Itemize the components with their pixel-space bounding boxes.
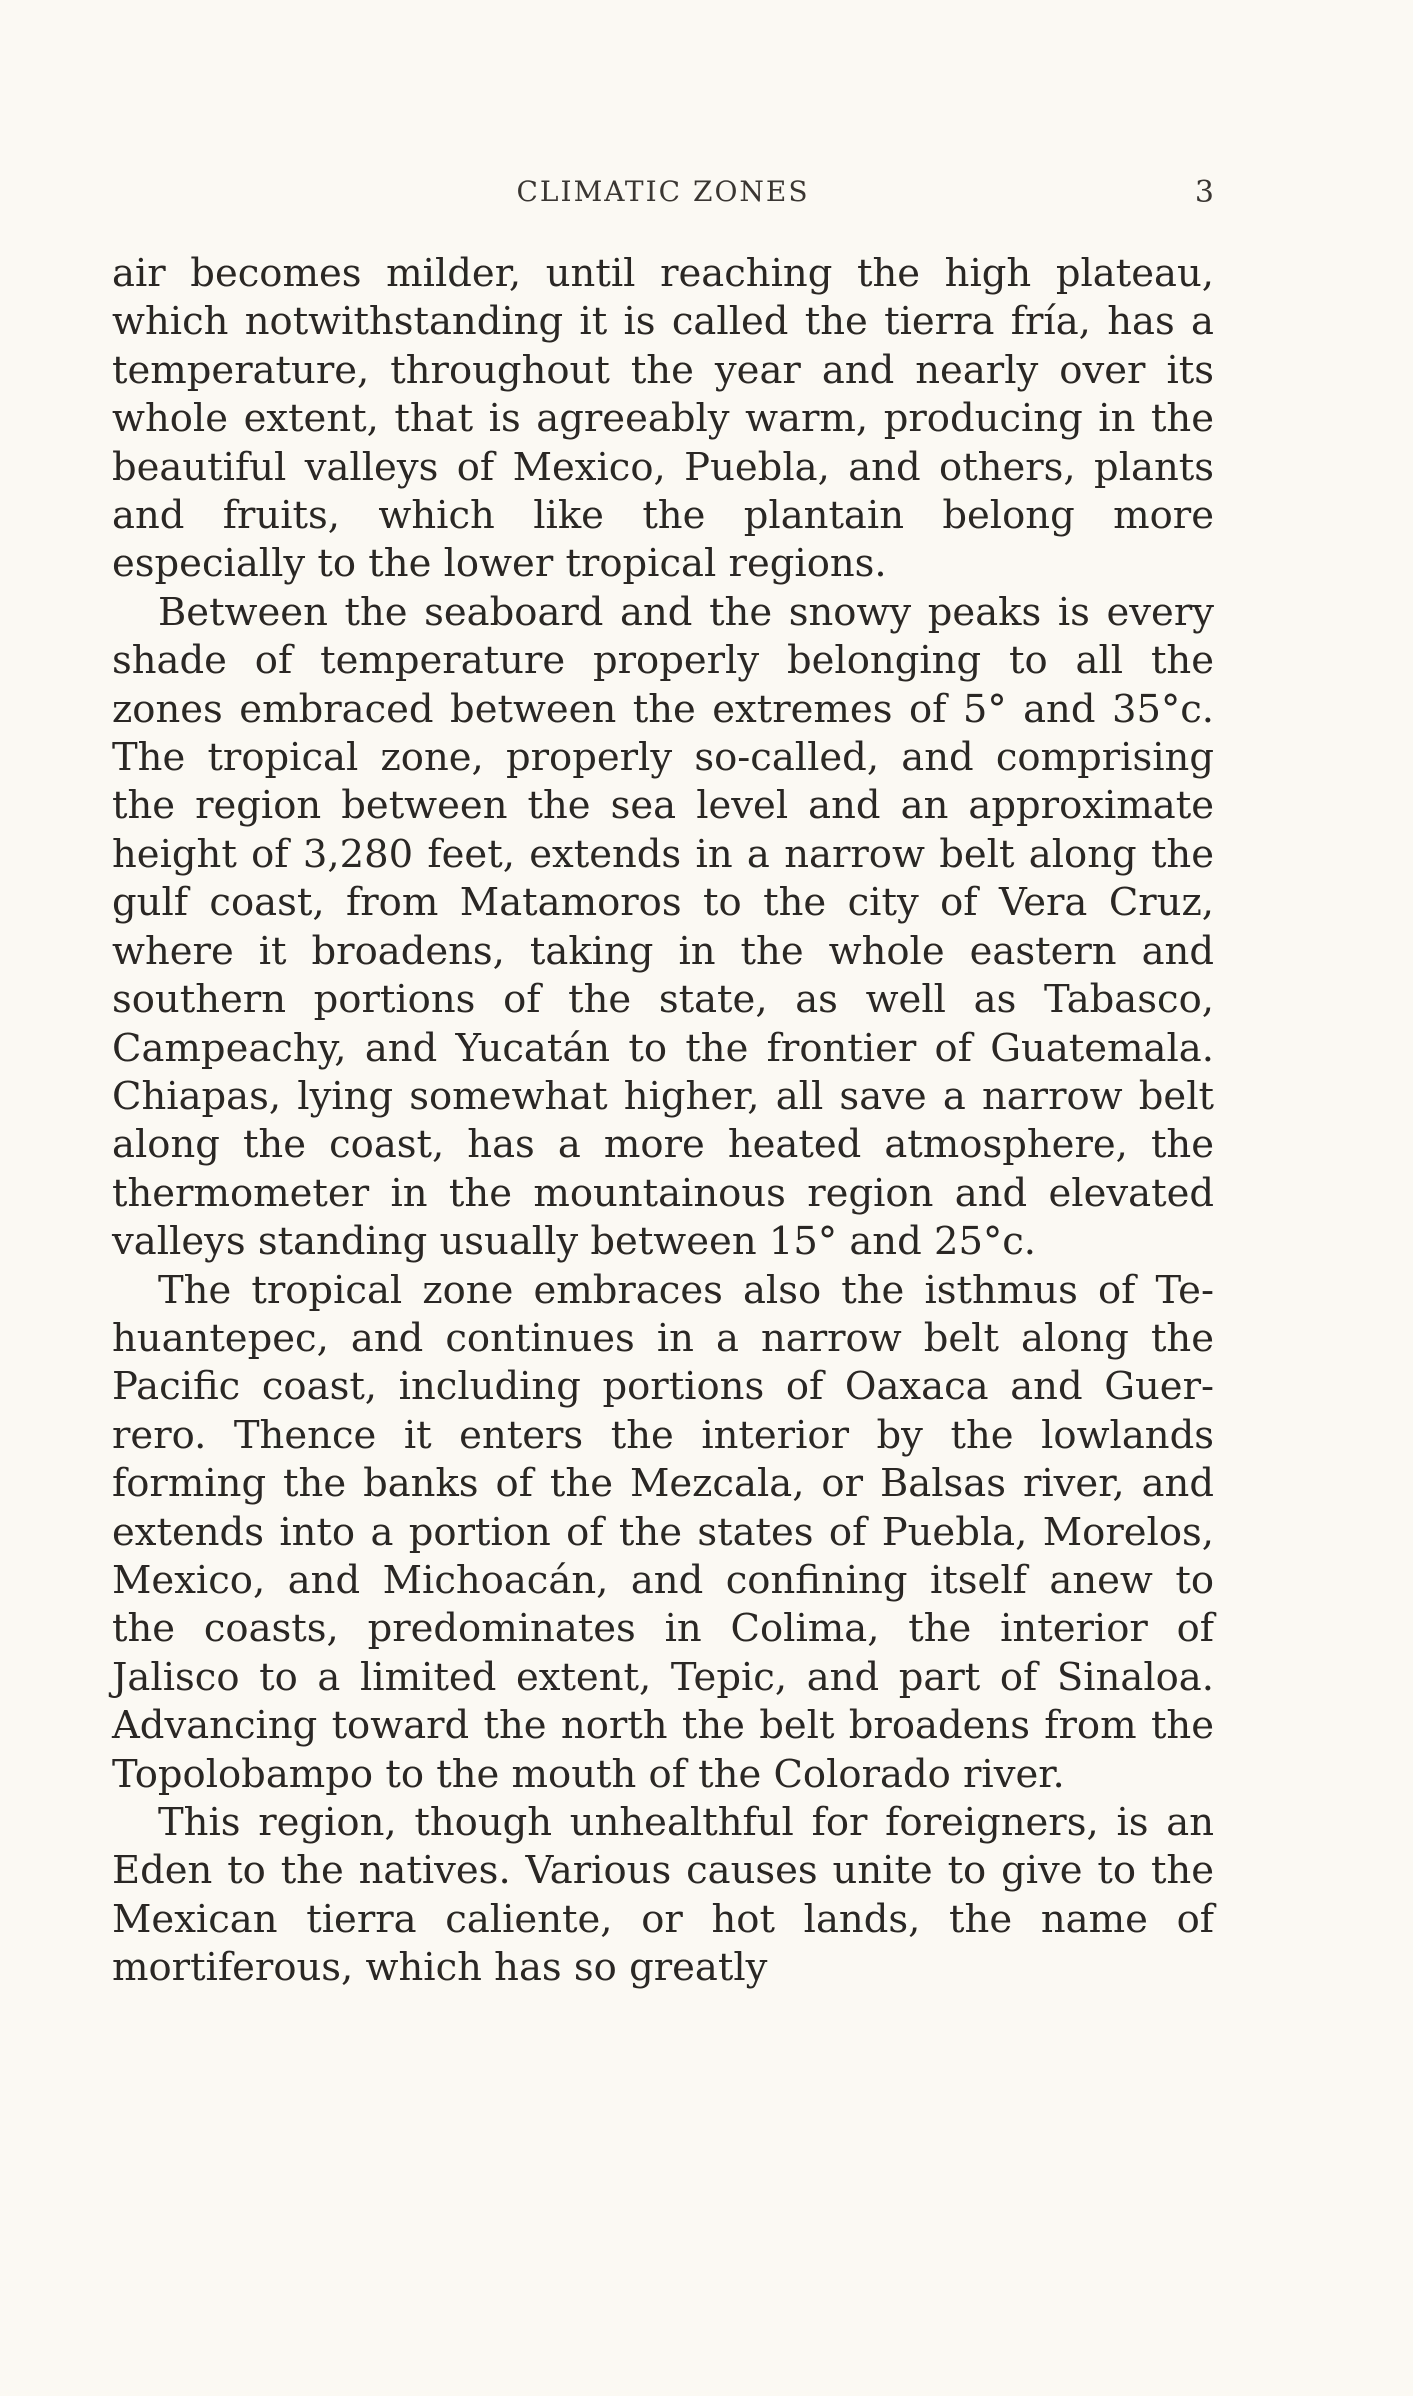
paragraph-2: Between the seaboard and the snowy peaks is every shade of temperature properly belonging to all the zones embraced between the extremes of 5° and 35°c. The tropical zone, properly so-called, and comprising the region between the sea level and an approximate height of 3,280 feet, extends in a narrow belt along the gulf coast, from Matamoros to the city of Vera Cruz, where it broadens, taking in the whole eastern and southern portions of the state, as well as Tabasco, Campeachy, and Yucatán to the frontier of Guatemala. Chiapas, lying somewhat higher, all save a narrow belt along the coast, has a more heated atmosphere, the thermometer in the mountainous region and elevated valleys standing usually between 15° and 25°c.	[112, 589, 1214, 1265]
paragraph-4: This region, though unhealthful for foreigners, is an Eden to the natives. Various causes unite to give to the Mexican tierra caliente, or hot lands, the name of mortiferous, which has so greatly	[112, 1800, 1214, 1991]
paragraph-3: The tropical zone embraces also the isthmus of Tehuantepec, and continues in a narrow belt along the Pacific coast, including portions of Oaxaca and Guerrero. Thence it enters the interior by the lowlands forming the banks of the Mezcala, or Balsas river, and extends into a portion of the states of Puebla, Morelos, Mexico, and Michoacán, and confining itself anew to the coasts, predominates in Colima, the interior of Jalisco to a limited extent, Tepic, and part of Sinaloa. Advancing toward the north the belt broadens from the Topolobampo to the mouth of the Colorado river.	[112, 1267, 1214, 1797]
page-header	[112, 175, 1214, 215]
running-title: CLIMATIC ZONES	[516, 175, 810, 208]
page-number: 3	[1194, 175, 1214, 210]
paragraph-1: air becomes milder, until reaching the high plateau, which notwithstanding it is called the tierra fría, has a temperature, throughout the year and nearly over its whole extent, that is agreeably warm, producing in the beautiful valleys of Mexico, Puebla, and others, plants and fruits, which like the plantain belong more especially to the lower tropical regions.	[112, 251, 1214, 587]
body-text	[112, 250, 1214, 1993]
